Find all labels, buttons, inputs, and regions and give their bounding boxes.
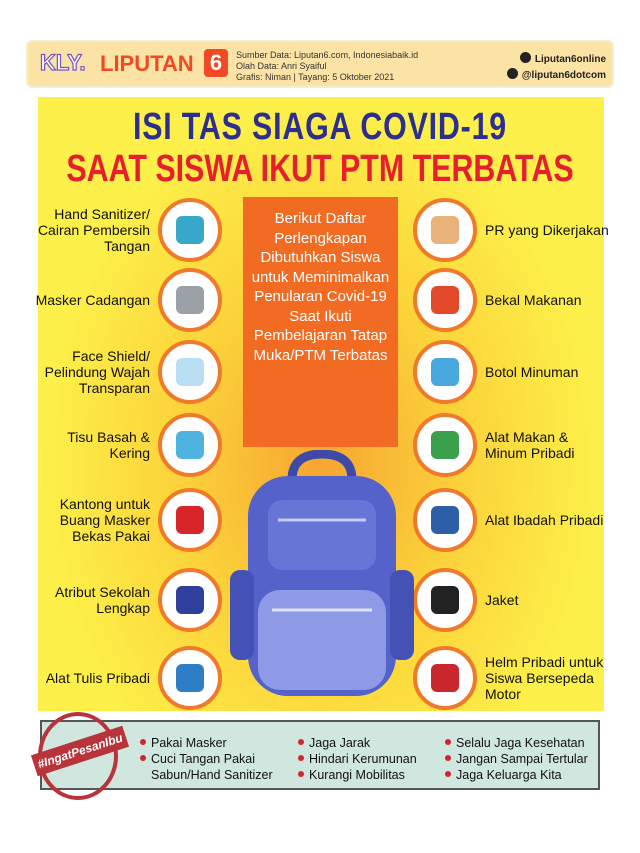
- item-icon: [158, 413, 222, 477]
- item-icon: [413, 568, 477, 632]
- reminder-col2: [298, 735, 417, 783]
- reminder-item: Pakai Masker: [140, 735, 273, 751]
- item-label: Alat Makan & Minum Pribadi: [485, 429, 575, 461]
- graphics-text: Grafis: Niman | Tayang: 5 Oktober 2021: [236, 72, 395, 82]
- left-item: [32, 268, 222, 332]
- social-links: [507, 52, 606, 84]
- item-label: PR yang Dikerjakan: [485, 222, 609, 238]
- right-item: [413, 340, 610, 404]
- left-item: [32, 568, 222, 632]
- item-label: Kantong untuk Buang Masker Bekas Pakai: [59, 496, 150, 544]
- center-description: Berikut Daftar Perlengkapan Dibutuhkan Siswa untuk Meminimalkan Penularan Covid-19 Saat Ikuti Pembelajaran Tatap Muka/PTM Terbatas: [243, 197, 398, 447]
- reminder-item: Jaga Keluarga Kita: [445, 767, 588, 783]
- reminder-col3: [445, 735, 588, 783]
- kly-logo: KLY.: [40, 50, 86, 75]
- item-label: Bekal Makanan: [485, 292, 582, 308]
- reminder-item: Jaga Jarak: [298, 735, 417, 751]
- reminder-item: Kurangi Mobilitas: [298, 767, 417, 783]
- processed-text: Olah Data: Anri Syaiful: [236, 61, 327, 71]
- item-label: Tisu Basah & Kering: [67, 429, 150, 461]
- right-item: [413, 268, 610, 332]
- item-label: Masker Cadangan: [35, 292, 150, 308]
- facebook-link[interactable]: [507, 52, 606, 68]
- item-label: Hand Sanitizer/ Cairan Pembersih Tangan: [37, 206, 150, 254]
- reminder-col1: [140, 735, 273, 783]
- item-icon: [413, 646, 477, 710]
- item-label: Alat Tulis Pribadi: [45, 670, 150, 686]
- reminder-item: Sabun/Hand Sanitizer: [151, 768, 273, 782]
- item-icon: [158, 646, 222, 710]
- reminder-item: Hindari Kerumunan: [298, 751, 417, 767]
- liputan6-logo-six: 6: [204, 49, 228, 77]
- title-line2: SAAT SISWA IKUT PTM TERBATAS: [66, 148, 574, 190]
- twitter-handle: @liputan6dotcom: [521, 70, 606, 81]
- item-icon: [158, 340, 222, 404]
- item-label: Jaket: [485, 592, 519, 608]
- right-item: [413, 198, 610, 262]
- item-icon: [158, 488, 222, 552]
- left-item: [32, 340, 222, 404]
- item-label: Atribut Sekolah Lengkap: [55, 584, 150, 616]
- stamp-label: #IngatPesanIbu: [31, 726, 129, 777]
- right-item: [413, 568, 610, 632]
- left-item: [32, 646, 222, 710]
- right-item: [413, 646, 610, 710]
- twitter-link[interactable]: [507, 68, 606, 84]
- item-label: Helm Pribadi untuk Siswa Bersepeda Motor: [485, 654, 604, 702]
- facebook-handle: Liputan6online: [534, 54, 606, 65]
- title-line1: ISI TAS SIAGA COVID-19: [132, 106, 508, 148]
- facebook-icon: [520, 52, 531, 63]
- item-icon: [413, 340, 477, 404]
- item-label: Alat Ibadah Pribadi: [485, 512, 604, 528]
- item-icon: [158, 198, 222, 262]
- liputan6-logo: LIPUTAN: [100, 51, 194, 76]
- item-icon: [413, 198, 477, 262]
- right-item: [413, 488, 610, 552]
- reminder-item: Cuci Tangan Pakai: [140, 751, 273, 767]
- reminder-item: Selalu Jaga Kesehatan: [445, 735, 588, 751]
- backpack-illustration: [230, 450, 414, 700]
- credits: [236, 50, 418, 83]
- right-item: [413, 413, 610, 477]
- left-item: [32, 413, 222, 477]
- left-item: [32, 488, 222, 552]
- item-icon: [413, 488, 477, 552]
- twitter-icon: [507, 68, 518, 79]
- reminder-item: Jangan Sampai Tertular: [445, 751, 588, 767]
- item-icon: [158, 568, 222, 632]
- item-icon: [413, 268, 477, 332]
- left-item: [32, 198, 222, 262]
- source-text: Sumber Data: Liputan6.com, Indonesiabaik.id: [236, 50, 419, 60]
- item-label: Face Shield/ Pelindung Wajah Transparan: [44, 348, 150, 396]
- item-label: Botol Minuman: [485, 364, 579, 380]
- item-icon: [158, 268, 222, 332]
- item-icon: [413, 413, 477, 477]
